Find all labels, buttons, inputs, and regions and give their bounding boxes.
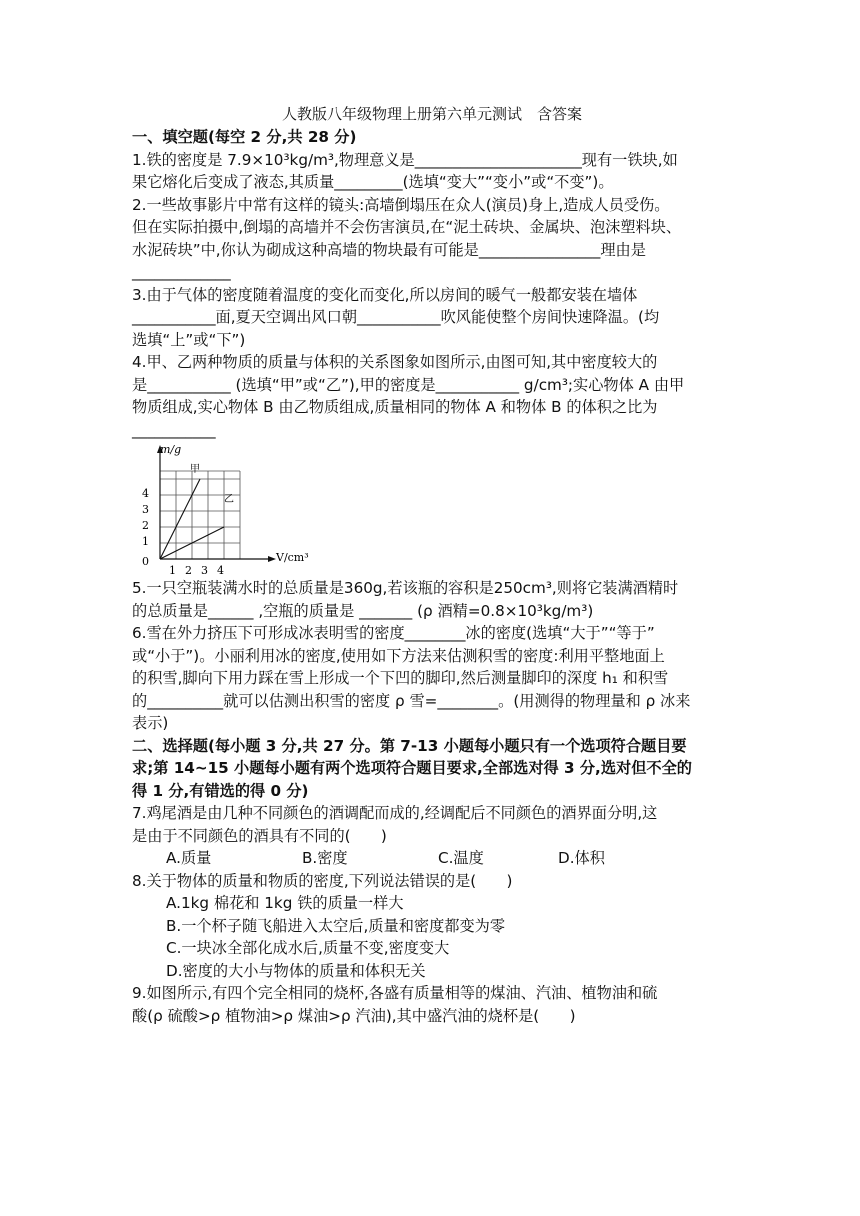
y-tick-label: 4: [142, 487, 149, 500]
y-tick-label: 3: [142, 503, 149, 516]
section2-heading-line-1: 二、选择题(每小题 3 分,共 27 分。第 7-13 小题每小题只有一个选项符合题目要: [132, 736, 687, 755]
q8-option-c[interactable]: C.一块冰全部化成水后,质量不变,密度变大: [166, 939, 450, 957]
q4-line-2: 是___________ (选填“甲”或“乙”),甲的密度是___________ g/cm³;实心物体 A 由甲: [132, 375, 685, 394]
series-line-jia: [160, 479, 200, 559]
y-tick-label: 1: [142, 535, 149, 548]
series-label-jia: 甲: [190, 464, 200, 475]
q7-option-a[interactable]: A.质量: [166, 849, 212, 867]
series-label-yi: 乙: [224, 494, 234, 505]
x-axis-arrow: [268, 556, 276, 562]
q7-option-d[interactable]: D.体积: [558, 849, 605, 867]
q9-line-1: 9.如图所示,有四个完全相同的烧杯,各盛有质量相等的煤油、汽油、植物油和硫: [132, 984, 658, 1002]
q1-line-2: 果它熔化后变成了液态,其质量_________(选填“变大”“变小”或“不变”)。: [132, 173, 614, 191]
q8-option-a[interactable]: A.1kg 棉花和 1kg 铁的质量一样大: [166, 894, 404, 912]
graph-axes: [157, 445, 276, 562]
q5-line-1: 5.一只空瓶装满水时的总质量是360g,若该瓶的容积是250cm³,则将它装满酒精时: [132, 579, 679, 597]
q4-line-1: 4.甲、乙两种物质的质量与体积的关系图象如图所示,由图可知,其中密度较大的: [132, 353, 658, 371]
q6-line-5: 表示): [132, 714, 169, 732]
q2-line-4: _____________: [132, 263, 231, 281]
q3-line-2: ___________面,夏天空调出风口朝___________吹风能使整个房间快速降温。(均: [132, 308, 660, 326]
q4-line-4: ___________: [132, 420, 216, 439]
page-title: 人教版八年级物理上册第六单元测试 含答案: [281, 105, 582, 123]
q3-line-3: 选填“上”或“下”): [132, 330, 246, 349]
q2-line-1: 2.一些故事影片中常有这样的镜头:高墙倒塌压在众人(演员)身上,造成人员受伤。: [132, 195, 670, 214]
q6-line-3: 的积雪,脚向下用力踩在雪上形成一个下凹的脚印,然后测量脚印的深度 h₁ 和积雪: [132, 669, 669, 687]
origin-label: 0: [142, 555, 149, 568]
exam-page: [132, 102, 732, 1027]
q8-stem: 8.关于物体的质量和物质的密度,下列说法错误的是( ): [132, 871, 513, 890]
q7-option-c[interactable]: C.温度: [438, 849, 484, 867]
x-tick-label: 2: [185, 564, 192, 577]
x-tick-label: 4: [217, 564, 224, 577]
q1-line-1: 1.铁的密度是 7.9×10³kg/m³,物理意义是______________________现有一铁块,如: [132, 150, 678, 169]
q2-line-2: 但在实际拍摄中,倒塌的高墙并不会伤害演员,在“泥土砖块、金属块、泡沫塑料块、: [132, 218, 682, 236]
q6-line-1: 6.雪在外力挤压下可形成冰表明雪的密度________冰的密度(选填“大于”“等于”: [132, 624, 655, 642]
section2-heading-line-2: 求;第 14~15 小题每小题有两个选项符合题目要求,全部选对得 3 分,选对但不全的: [132, 759, 692, 777]
q4-line-3: 物质组成,实心物体 B 由乙物质组成,质量相同的物体 A 和物体 B 的体积之比为: [132, 398, 658, 416]
q7-options: [132, 847, 732, 870]
q2-line-3: 水泥砖块”中,你认为砌成这种高墙的物块最有可能是________________理由是: [132, 240, 646, 259]
x-axis-label: V/cm³: [276, 551, 309, 564]
graph-svg: [132, 443, 309, 577]
section2-heading-line-3: 得 1 分,有错选的得 0 分): [132, 781, 309, 800]
y-axis-label: m/g: [160, 443, 182, 456]
x-tick-label: 3: [201, 564, 208, 577]
q3-line-1: 3.由于气体的密度随着温度的变化而变化,所以房间的暖气一般都安装在墙体: [132, 285, 638, 304]
graph-grid: [160, 471, 240, 559]
q5-line-2: 的总质量是______ ,空瓶的质量是 _______ (ρ 酒精=0.8×10³kg/m³): [132, 601, 594, 620]
section1-heading: 一、填空题(每空 2 分,共 28 分): [132, 128, 357, 146]
y-tick-label: 2: [142, 519, 149, 532]
q7-option-b[interactable]: B.密度: [302, 849, 348, 867]
q8-option-d[interactable]: D.密度的大小与物体的质量和体积无关: [166, 961, 426, 980]
q6-line-4: 的__________就可以估测出积雪的密度 ρ 雪=________。(用测得的物理量和 ρ 冰来: [132, 691, 691, 710]
x-tick-label: 1: [169, 564, 176, 577]
q7-line-2: 是由于不同颜色的酒具有不同的( ): [132, 826, 387, 845]
q9-line-2: 酸(ρ 硫酸>ρ 植物油>ρ 煤油>ρ 汽油),其中盛汽油的烧杯是( ): [132, 1006, 576, 1025]
mass-volume-graph: [132, 443, 309, 577]
q6-line-2: 或“小于”)。小丽利用冰的密度,使用如下方法来估测积雪的密度:利用平整地面上: [132, 646, 665, 665]
q8-option-b[interactable]: B.一个杯子随飞船进入太空后,质量和密度都变为零: [166, 916, 506, 935]
q7-line-1: 7.鸡尾酒是由几种不同颜色的酒调配而成的,经调配后不同颜色的酒界面分明,这: [132, 804, 658, 822]
